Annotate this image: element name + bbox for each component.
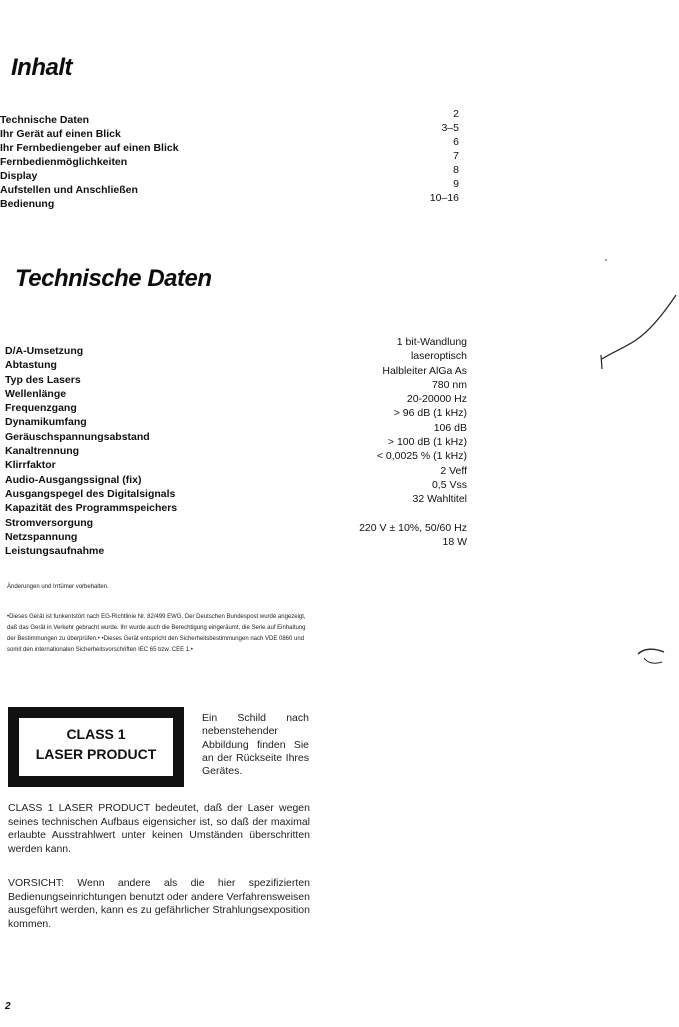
- spec-label: Ausgangspegel des Digitalsignals: [5, 487, 176, 500]
- toc-row: [0, 164, 470, 184]
- table-of-contents: [0, 108, 470, 212]
- spec-value: 780 nm: [431, 378, 467, 391]
- spec-row: [5, 336, 467, 359]
- toc-page: 3–5: [441, 122, 459, 134]
- toc-row: [0, 108, 470, 128]
- toc-label: Aufstellen und Anschließen: [0, 184, 138, 196]
- scan-artifact-mark: [636, 640, 679, 670]
- laser-label-line2: LASER PRODUCT: [35, 746, 157, 762]
- toc-label: Fernbedienmöglichkeiten: [0, 156, 128, 168]
- laser-class-label: [8, 707, 184, 787]
- toc-page: 8: [453, 164, 459, 176]
- spec-label: Netzspannung: [5, 530, 78, 543]
- spec-value: 0,5 Vss: [431, 478, 467, 491]
- toc-row: [0, 136, 470, 156]
- toc-label: Technische Daten: [0, 114, 90, 126]
- class1-paragraph: CLASS 1 LASER PRODUCT bedeutet, daß der Laser wegen seines technischen Aufbaus eigensicher ist, so daß der maximal erlaubte Ausstrahlwert unter keinen Umständen überschritten werden kann.: [8, 802, 310, 855]
- toc-row: [0, 122, 470, 142]
- scan-artifact-mark: [596, 255, 679, 375]
- toc-label: Ihr Fernbediengeber auf einen Blick: [0, 142, 179, 154]
- spec-value: 1 bit-Wandlung: [396, 336, 467, 348]
- spec-value: laseroptisch: [410, 350, 467, 363]
- toc-row: [0, 178, 470, 198]
- spec-table: [5, 336, 467, 559]
- spec-label: Dynamikumfang: [5, 416, 87, 429]
- toc-page: 2: [453, 108, 459, 120]
- spec-label: Wellenlänge: [5, 387, 67, 400]
- toc-page: 7: [453, 150, 459, 162]
- compliance-note: •Dieses Gerät ist funkentstört nach EG-Richtlinie Nr. 82/499 EWG. Der Deutschen Bundespost wurde angezeigt, daß das Gerät in Verkehr gebracht wurde. Ihr wurde auch die Berechtigung eingeräumt, die Serie auf Einhaltung der Bestimmungen zu überprüfen.• •Dieses Gerät entspricht den Sicherheitsbestimmungen nach VDE 0860 und somit den internationalen Sicherheitsvorschriften IEC 65 bzw. CEE 1.•: [7, 614, 306, 653]
- changes-note: Änderungen und Irrtümer vorbehalten.: [7, 584, 109, 590]
- toc-row: [0, 192, 470, 212]
- toc-label: Bedienung: [0, 198, 55, 210]
- spec-label: Audio-Ausgangssignal (fix): [5, 473, 142, 486]
- spec-value: 32 Wahltitel: [412, 493, 467, 506]
- toc-row: [0, 150, 470, 170]
- spec-label: Abtastung: [5, 359, 57, 372]
- spec-value: > 100 dB (1 kHz): [387, 436, 467, 449]
- spec-label: Geräuschspannungsabstand: [5, 430, 150, 443]
- spec-value: 18 W: [442, 536, 467, 549]
- toc-page: 6: [453, 136, 459, 148]
- spec-label: Kapazität des Programmspeichers: [5, 502, 178, 515]
- laser-label-caption: Ein Schild nach nebenstehender Abbildung finden Sie an der Rückseite Ihres Gerätes.: [202, 712, 309, 778]
- spec-value: Halbleiter AlGa As: [382, 364, 467, 377]
- toc-label: Display: [0, 170, 38, 182]
- spec-label: Klirrfaktor: [5, 459, 56, 472]
- spec-value: > 96 dB (1 kHz): [393, 407, 467, 420]
- laser-label-inner: [19, 718, 173, 776]
- spec-label: Kanaltrennung: [5, 445, 80, 458]
- spec-label: D/A-Umsetzung: [5, 345, 84, 357]
- caution-paragraph: VORSICHT: Wenn andere als die hier spezifizierten Bedienungseinrichtungen benutzt oder andere Verfahrensweisen ausgeführt werden, kann es zu gefährlicher Strahlungsexposition kommen.: [8, 877, 310, 930]
- spec-label: Frequenzgang: [5, 402, 77, 415]
- toc-page: 9: [453, 178, 459, 190]
- toc-title: Inhalt: [11, 54, 72, 81]
- spec-label: Leistungsaufnahme: [5, 545, 105, 558]
- spec-value: 106 dB: [433, 421, 467, 434]
- spec-value: < 0,0025 % (1 kHz): [376, 450, 467, 463]
- spec-value: 20-20000 Hz: [406, 393, 467, 406]
- spec-value: 220 V ± 10%, 50/60 Hz: [359, 521, 467, 534]
- spec-label: Typ des Lasers: [5, 373, 81, 386]
- laser-label-line1: CLASS 1: [66, 726, 126, 742]
- page-number: 2: [5, 1001, 11, 1012]
- spec-value: 2 Veff: [440, 464, 467, 477]
- spec-label: Stromversorgung: [5, 516, 94, 529]
- section-title: Technische Daten: [15, 265, 212, 292]
- toc-label: Ihr Gerät auf einen Blick: [0, 128, 121, 140]
- toc-page: 10–16: [429, 192, 459, 204]
